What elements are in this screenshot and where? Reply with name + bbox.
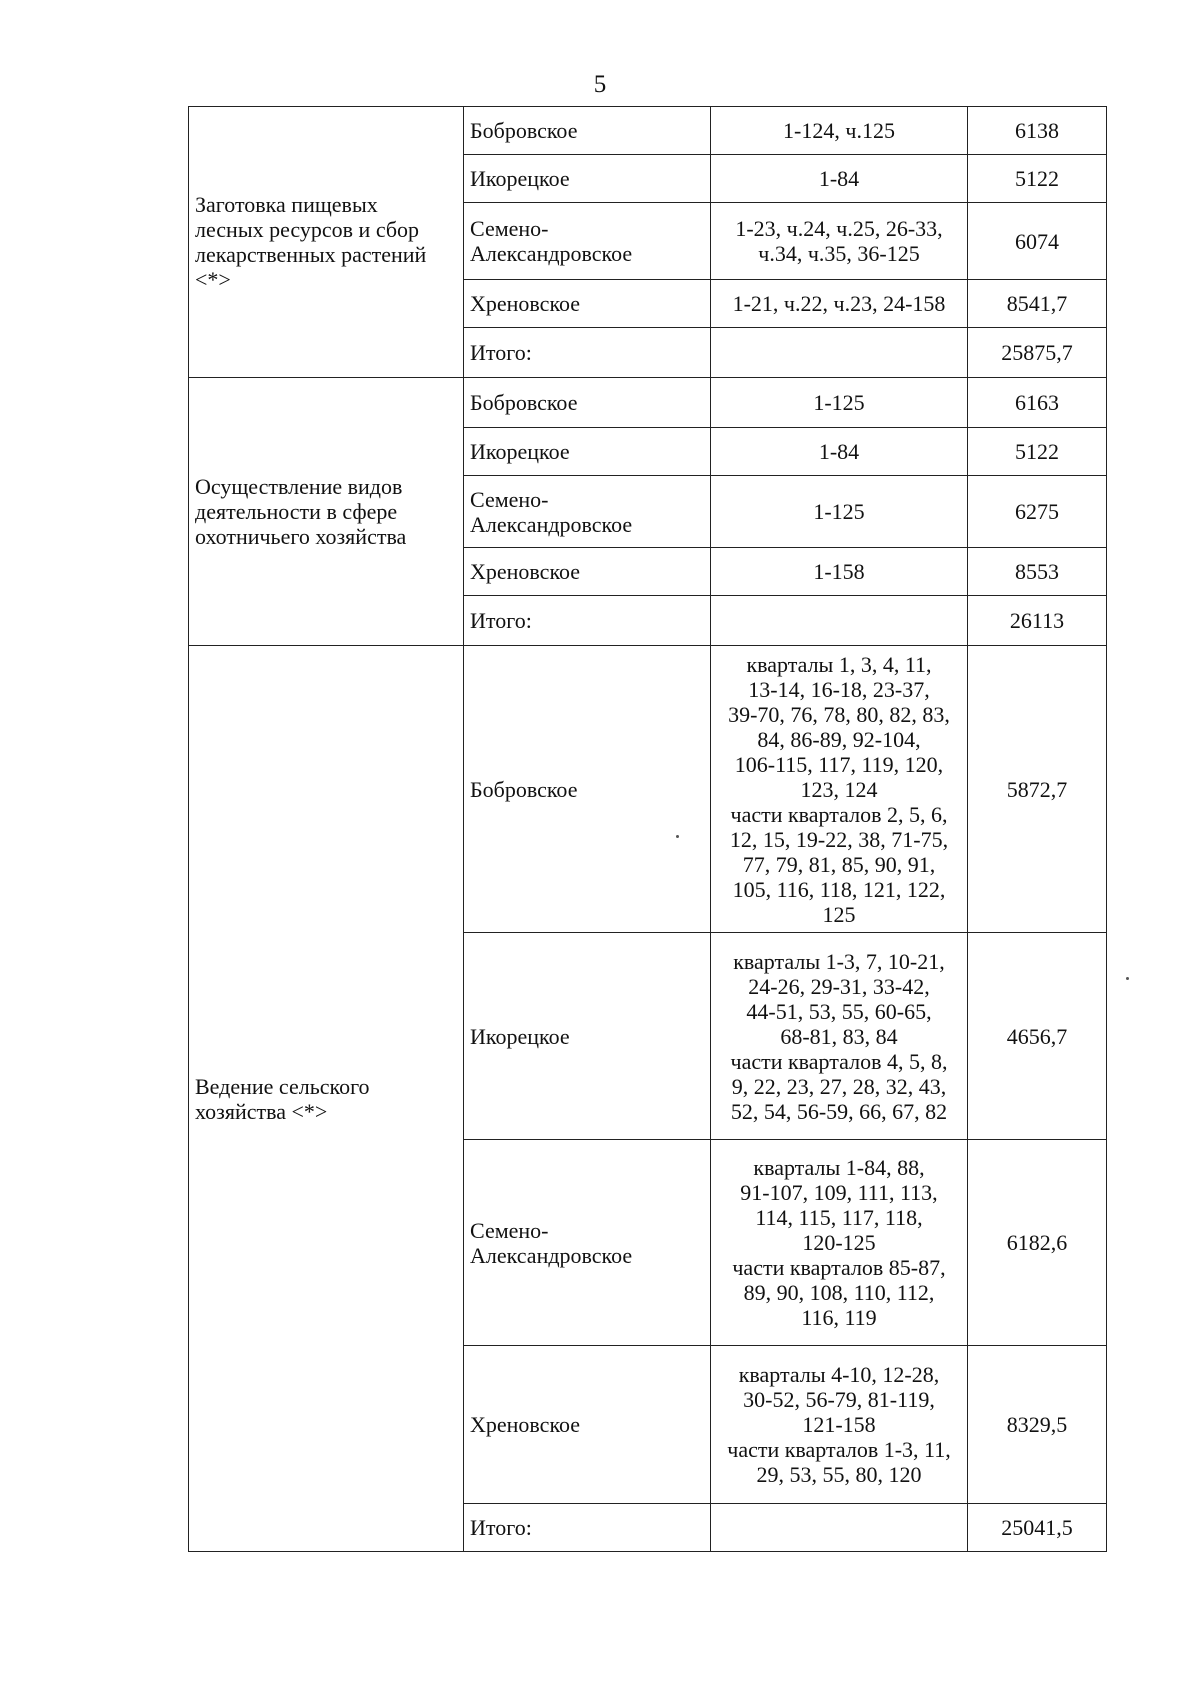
quarters-cell [711,548,968,596]
quarters-cell [711,1346,968,1504]
forestry-cell [464,1346,711,1504]
scan-speck [1126,977,1129,980]
forestry-cell [464,280,711,328]
category-cell-line: охотничьего хозяйства [195,524,407,549]
quarters-cell-line: 89, 90, 108, 110, 112, [743,1280,935,1305]
total-label: Итого: [464,1504,711,1552]
forestry-cell-line: Бобровское [470,118,578,143]
quarters-cell [711,933,968,1140]
quarters-cell-line: 106-115, 117, 119, 120, [734,751,944,777]
page-number: 5 [593,71,607,98]
quarters-cell-line: 1-84 [818,439,860,464]
quarters-cell-line: кварталы 1-3, 7, 10-21, [733,948,945,974]
scan-speck [676,835,679,838]
area-cell: 5872,7 [968,646,1107,933]
forestry-cell-line: Бобровское [470,390,578,415]
quarters-cell-line: 1-124, ч.125 [783,118,895,143]
quarters-cell-line: части кварталов 85-87, [732,1255,946,1280]
quarters-cell-line: части кварталов 1-3, 11, [727,1437,951,1462]
category-cell-line: деятельности в сфере [195,499,398,524]
forestry-cell [464,933,711,1140]
total-label: Итого: [464,328,711,378]
quarters-cell-line: 1-23, ч.24, ч.25, 26-33, [735,216,943,241]
quarters-cell-line: 84, 86-89, 92-104, [757,726,921,752]
quarters-cell-line: 125 [822,901,856,927]
category-cell-line: Ведение сельского [195,1073,370,1099]
area-cell: 6275 [968,476,1107,548]
quarters-cell [711,155,968,203]
quarters-cell [711,428,968,476]
quarters-cell-line: 123, 124 [800,776,878,802]
quarters-cell-line: 91-107, 109, 111, 113, [740,1180,938,1205]
quarters-cell-line: 12, 15, 19-22, 38, 71-75, [729,826,949,852]
category-cell-line: лесных ресурсов и сбор [195,217,420,242]
forestry-cell-line: Александровское [470,1242,633,1268]
area-cell: 6074 [968,203,1107,280]
category-cell [189,646,464,1552]
quarters-cell-line: части кварталов 4, 5, 8, [730,1048,948,1074]
forestry-cell-line: Семено- [470,486,549,512]
forestry-cell-line: Александровское [470,511,633,537]
total-value: 26113 [968,596,1107,646]
total-value: 25041,5 [968,1504,1107,1552]
forestry-cell [464,203,711,280]
total-label: Итого: [464,596,711,646]
forestry-cell-line: Икорецкое [470,1023,570,1049]
quarters-cell-line: 24-26, 29-31, 33-42, [748,973,930,999]
forestry-cell [464,646,711,933]
forestry-cell [464,378,711,428]
empty-cell [711,1504,968,1552]
forestry-cell [464,548,711,596]
quarters-cell-line: части кварталов 2, 5, 6, [730,801,948,827]
category-cell-line: Осуществление видов [195,474,403,499]
forestry-cell-line: Семено- [470,1217,549,1243]
quarters-cell-line: 52, 54, 56-59, 66, 67, 82 [730,1098,948,1124]
quarters-cell-line: 30-52, 56-79, 81-119, [743,1387,935,1412]
forestry-cell-line: Семено- [470,216,549,241]
forestry-cell [464,1140,711,1346]
forestry-cell [464,155,711,203]
category-cell-line: <*> [195,267,231,292]
category-cell-line: хозяйства <*> [195,1098,328,1124]
land-use-table [188,106,1107,1552]
quarters-cell-line: 44-51, 53, 55, 60-65, [746,998,932,1024]
quarters-cell-line: 1-84 [818,166,860,191]
quarters-cell-line: 68-81, 83, 84 [780,1023,898,1049]
forestry-cell-line: Хреновское [470,1412,581,1437]
quarters-cell [711,476,968,548]
quarters-cell-line: 121-158 [802,1412,876,1437]
quarters-cell-line: 1-158 [813,559,865,584]
table-row [189,378,1107,428]
quarters-cell-line: 13-14, 16-18, 23-37, [748,676,930,702]
quarters-cell-line: 77, 79, 81, 85, 90, 91, [742,851,936,877]
quarters-cell-line: 1-21, ч.22, ч.23, 24-158 [732,291,946,316]
quarters-cell [711,280,968,328]
forestry-cell [464,107,711,155]
forestry-cell-line: Хреновское [470,559,581,584]
area-cell: 5122 [968,155,1107,203]
area-cell: 8329,5 [968,1346,1107,1504]
table-row [189,646,1107,933]
forestry-cell-line: Икорецкое [470,166,570,191]
quarters-cell [711,378,968,428]
quarters-cell-line: кварталы 4-10, 12-28, [738,1362,940,1387]
quarters-cell-line: 116, 119 [801,1305,877,1330]
total-value: 25875,7 [968,328,1107,378]
quarters-cell-line: 114, 115, 117, 118, [755,1205,923,1230]
quarters-cell-line: 105, 116, 118, 121, 122, [732,876,946,902]
area-cell: 6163 [968,378,1107,428]
forestry-cell [464,428,711,476]
quarters-cell-line: 39-70, 76, 78, 80, 82, 83, [728,701,950,727]
quarters-cell-line: 29, 53, 55, 80, 120 [756,1462,922,1487]
forestry-cell [464,476,711,548]
quarters-cell-line: 120-125 [802,1230,876,1255]
quarters-cell-line: 1-125 [813,499,865,524]
forestry-cell-line: Бобровское [470,776,578,802]
quarters-cell [711,1140,968,1346]
quarters-cell [711,107,968,155]
area-cell: 8541,7 [968,280,1107,328]
category-cell-line: Заготовка пищевых [195,192,378,217]
area-cell: 6138 [968,107,1107,155]
area-cell: 5122 [968,428,1107,476]
category-cell [189,378,464,646]
quarters-cell-line: кварталы 1-84, 88, [753,1155,925,1180]
quarters-cell-line: 9, 22, 23, 27, 28, 32, 43, [731,1073,947,1099]
forestry-cell-line: Икорецкое [470,439,570,464]
table-row [189,107,1107,155]
area-cell: 6182,6 [968,1140,1107,1346]
quarters-cell-line: кварталы 1, 3, 4, 11, [746,651,932,677]
quarters-cell [711,646,968,933]
quarters-cell-line: 1-125 [813,390,865,415]
area-cell: 4656,7 [968,933,1107,1140]
empty-cell [711,596,968,646]
quarters-cell-line: ч.34, ч.35, 36-125 [758,241,920,266]
empty-cell [711,328,968,378]
quarters-cell [711,203,968,280]
category-cell-line: лекарственных растений [195,242,427,267]
area-cell: 8553 [968,548,1107,596]
forestry-cell-line: Александровское [470,241,633,266]
category-cell [189,107,464,378]
forestry-cell-line: Хреновское [470,291,581,316]
